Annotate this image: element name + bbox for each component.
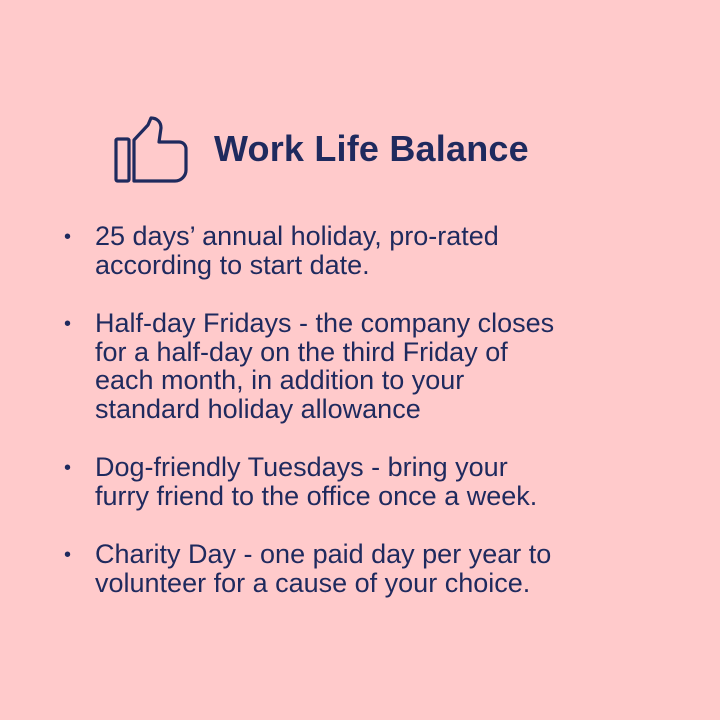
bullet-icon: • bbox=[64, 544, 72, 566]
benefit-item-half-day-fridays bbox=[64, 309, 684, 423]
benefit-text: Charity Day - one paid day per year to volunteer for a cause of your choice. bbox=[95, 539, 552, 598]
benefit-item-charity-day bbox=[64, 540, 684, 597]
benefit-text: Dog-friendly Tuesdays - bring your furry friend to the office once a week. bbox=[95, 452, 538, 511]
bullet-icon: • bbox=[64, 457, 72, 479]
bullet-icon: • bbox=[64, 313, 72, 335]
page-title: Work Life Balance bbox=[214, 128, 529, 169]
bullet-icon: • bbox=[64, 226, 72, 248]
benefits-list bbox=[64, 222, 684, 627]
benefit-item-dog-friendly-tuesdays bbox=[64, 453, 684, 510]
benefit-text: Half-day Fridays - the company closes for a half-day on the third Friday of each month, in addition to your standard holiday allowance bbox=[95, 308, 555, 424]
benefit-item-annual-holiday bbox=[64, 222, 684, 279]
section-header bbox=[112, 113, 529, 185]
benefit-text: 25 days’ annual holiday, pro-rated according to start date. bbox=[95, 221, 499, 280]
thumbs-up-icon bbox=[112, 114, 188, 184]
